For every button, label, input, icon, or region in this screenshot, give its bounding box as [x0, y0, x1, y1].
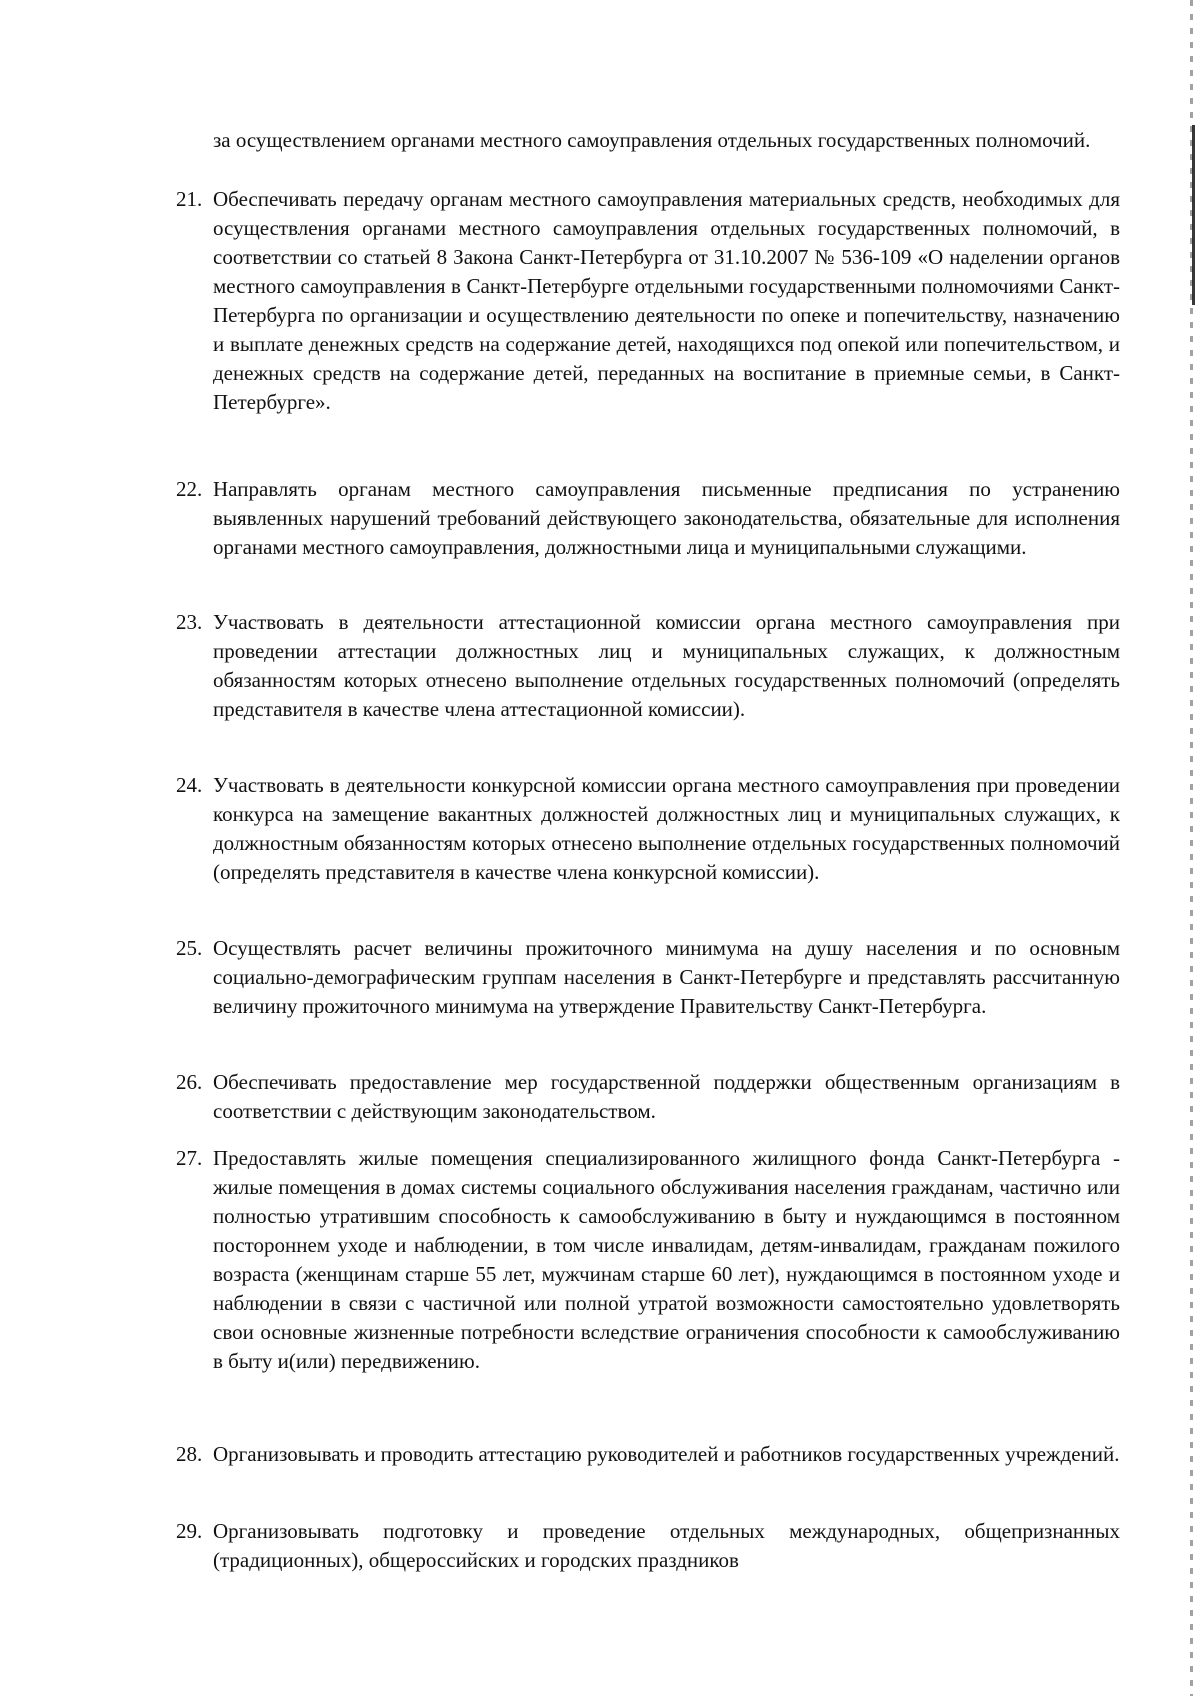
item-text: Обеспечивать предоставление мер государственной поддержки общественным организациям в соответствии с действующим законодательством. — [213, 1070, 1120, 1123]
item-number: 25. — [176, 936, 203, 960]
item-text: Организовывать подготовку и проведение отдельных международных, общепризнанных (традиционных), общероссийских и городских праздников — [213, 1519, 1120, 1572]
item-text: Участвовать в деятельности аттестационной комиссии органа местного самоуправления при проведении аттестации должностных лиц и муниципальных служащих, к должностным обязанностям которых отнесено выполнение отдельных государственных полномочий (определять представителя в качестве члена аттестационной комиссии). — [213, 610, 1120, 721]
item-text: Организовывать и проводить аттестацию руководителей и работников государственных учреждений. — [213, 1442, 1120, 1466]
item-number: 22. — [176, 477, 203, 501]
list-item-25 — [176, 934, 1120, 1021]
scan-edge-mark-thick — [1192, 125, 1195, 305]
item-number: 29. — [176, 1519, 203, 1543]
item-text: Осуществлять расчет величины прожиточного минимума на душу населения и по основным социально-демографическим группам населения в Санкт-Петербурге и представлять рассчитанную величину прожиточного минимума на утверждение Правительству Санкт-Петербурга. — [213, 936, 1120, 1018]
list-item-26 — [176, 1068, 1120, 1126]
list-item-21 — [176, 185, 1120, 417]
item-text: Обеспечивать передачу органам местного самоуправления материальных средств, необходимых для осуществления органами местного самоуправления отдельных государственных полномочий, в соответствии со статьей 8 Закона Санкт-Петербурга от 31.10.2007 № 536-109 «О наделении органов местного самоуправления в Санкт-Петербурге отдельными государственными полномочиями Санкт-Петербурга по организации и осуществлению деятельности по опеке и попечительству, назначению и выплате денежных средств на содержание детей, находящихся под опекой или попечительством, и денежных средств на содержание детей, переданных на воспитание в приемные семьи, в Санкт-Петербурге». — [213, 187, 1120, 414]
item-text: Предоставлять жилые помещения специализированного жилищного фонда Санкт-Петербурга - жилые помещения в домах системы социального обслуживания населения гражданам, частично или полностью утратившим способность к самообслуживанию в быту и нуждающимся в постоянном постороннем уходе и наблюдении, в том числе инвалидам, детям-инвалидам, гражданам пожилого возраста (женщинам старше 55 лет, мужчинам старше 60 лет), нуждающимся в постоянном уходе и наблюдении в связи с частичной или полной утратой возможности самостоятельно удовлетворять свои основные жизненные потребности вследствие ограничения способности к самообслуживанию в быту и(или) передвижению. — [213, 1146, 1120, 1373]
item-number: 28. — [176, 1442, 203, 1466]
item-text: Направлять органам местного самоуправления письменные предписания по устранению выявленных нарушений требований действующего законодательства, обязательные для исполнения органами местного самоуправления, должностными лица и муниципальными служащими. — [213, 477, 1120, 559]
list-item-23 — [176, 608, 1120, 724]
item-number: 26. — [176, 1070, 203, 1094]
list-item-27 — [176, 1144, 1120, 1376]
item-text: Участвовать в деятельности конкурсной комиссии органа местного самоуправления при проведении конкурса на замещение вакантных должностей должностных лиц и муниципальных служащих, к должностным обязанностям которых отнесено выполнение отдельных государственных полномочий (определять представителя в качестве члена конкурсной комиссии). — [213, 773, 1120, 884]
item-number: 24. — [176, 773, 203, 797]
list-item-28 — [176, 1440, 1120, 1469]
list-item-29 — [176, 1517, 1120, 1575]
item-number: 21. — [176, 187, 203, 211]
item-number: 27. — [176, 1146, 203, 1170]
list-item-22 — [176, 475, 1120, 562]
continuation-paragraph: за осуществлением органами местного самоуправления отдельных государственных полномочий. — [213, 128, 1091, 152]
list-item-24 — [176, 771, 1120, 887]
item-number: 23. — [176, 610, 203, 634]
